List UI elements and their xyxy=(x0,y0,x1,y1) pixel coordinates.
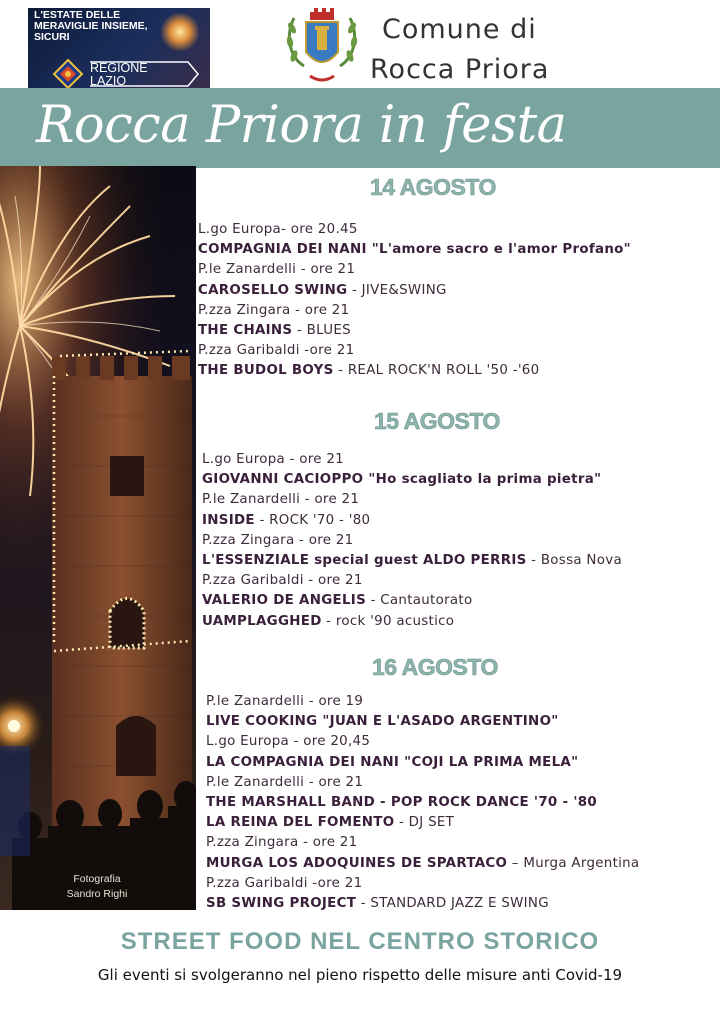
performer-genre: - DJ SET xyxy=(394,815,455,831)
event-performer xyxy=(206,854,639,874)
event-performer xyxy=(206,753,578,773)
performer-name: L'ESSENZIALE special guest ALDO PERRIS xyxy=(202,553,527,568)
comune-title xyxy=(370,10,549,90)
event-venue-time xyxy=(206,773,363,793)
event-performer xyxy=(206,894,549,914)
performer-name: LA COMPAGNIA DEI NANI "COJI LA PRIMA MELA" xyxy=(206,754,579,770)
event-performer xyxy=(198,240,631,260)
venue-time-text: P.le Zanardelli - ore 21 xyxy=(202,492,360,508)
date-heading: 14 AGOSTO xyxy=(370,174,496,200)
performer-name: LA REINA DEL FOMENTO xyxy=(206,815,395,831)
performer-name: THE BUDOL BOYS xyxy=(198,363,334,379)
venue-time-text: P.zza Garibaldi -ore 21 xyxy=(198,343,355,359)
performer-genre: - BLUES xyxy=(292,323,351,338)
estate-meraviglie-badge xyxy=(28,8,210,92)
performer-name: THE CHAINS xyxy=(198,323,293,338)
event-venue-time xyxy=(198,260,355,280)
venue-time-text: P.zza Garibaldi -ore 21 xyxy=(206,875,363,891)
performer-genre: - ROCK '70 - '80 xyxy=(254,512,371,528)
title-banner xyxy=(0,88,720,168)
venue-time-text: P.zza Zingara - ore 21 xyxy=(198,302,350,318)
event-venue-time xyxy=(202,450,344,470)
comune-crest-icon xyxy=(284,4,360,90)
performer-genre: - STANDARD JAZZ E SWING xyxy=(356,896,549,911)
event-performer xyxy=(202,470,601,490)
photo-credit xyxy=(52,872,142,902)
event-venue-time xyxy=(198,220,358,240)
page-title: Rocca Priora in festa xyxy=(36,96,567,155)
event-program xyxy=(196,168,720,912)
performer-name: VALERIO DE ANGELIS xyxy=(202,593,367,609)
event-venue-time xyxy=(206,692,363,712)
performer-genre: – Murga Argentina xyxy=(507,855,640,871)
venue-time-text: P.zza Garibaldi - ore 21 xyxy=(202,573,363,589)
comune-line-1: Comune di xyxy=(382,14,537,45)
region-line-2: LAZIO xyxy=(90,74,127,88)
venue-time-text: P.le Zanardelli - ore 21 xyxy=(198,262,356,278)
event-venue-time xyxy=(202,490,359,510)
performer-genre: - REAL ROCK'N ROLL '50 -'60 xyxy=(333,363,540,379)
venue-time-text: L.go Europa - ore 20,45 xyxy=(206,734,371,750)
event-performer xyxy=(206,712,559,732)
venue-time-text: P.le Zanardelli - ore 21 xyxy=(206,774,364,790)
venue-time-text: P.le Zanardelli - ore 19 xyxy=(206,694,364,709)
event-venue-time xyxy=(206,833,357,853)
event-performer xyxy=(198,281,447,301)
performer-name: INSIDE xyxy=(202,512,255,528)
event-performer xyxy=(202,511,370,531)
performer-name: CAROSELLO SWING xyxy=(198,282,348,298)
photo-credit-line-1: Fotografia xyxy=(73,873,121,885)
performer-name: COMPAGNIA DEI NANI "L'amore sacro e l'amor Profano" xyxy=(198,242,631,258)
performer-genre: - Bossa Nova xyxy=(526,553,622,568)
event-performer xyxy=(198,321,351,341)
event-venue-time xyxy=(198,301,349,321)
event-performer xyxy=(206,813,454,833)
performer-name: LIVE COOKING "JUAN E L'ASADO ARGENTINO" xyxy=(206,714,559,730)
regione-lazio-logo-icon xyxy=(52,58,84,90)
region-line-1: REGIONE xyxy=(90,61,148,75)
date-heading: 16 AGOSTO xyxy=(372,654,498,680)
covid-notice: Gli eventi si svolgeranno nel pieno rispetto delle misure anti Covid-19 xyxy=(97,966,623,984)
performer-genre: - Cantautorato xyxy=(366,593,473,609)
venue-time-text: L.go Europa - ore 21 xyxy=(202,452,345,467)
tower-fireworks-illustration xyxy=(0,166,196,910)
comune-line-2: Rocca Priora xyxy=(370,54,550,85)
badge-text: L'ESTATE DELLE MERAVIGLIE INSIEME, SICURI xyxy=(34,9,148,43)
performer-name: UAMPLAGGHED xyxy=(202,613,322,629)
event-venue-time xyxy=(206,732,370,752)
event-venue-time xyxy=(206,874,362,894)
tower-fireworks-photo xyxy=(0,166,196,910)
performer-name: THE MARSHALL BAND - POP ROCK DANCE '70 - '80 xyxy=(206,795,597,810)
event-performer xyxy=(198,361,539,381)
venue-time-text: P.zza Zingara - ore 21 xyxy=(206,835,358,851)
performer-name: SB SWING PROJECT xyxy=(206,896,357,911)
performer-name: MURGA LOS ADOQUINES DE SPARTACO xyxy=(206,855,508,871)
venue-time-text: P.zza Zingara - ore 21 xyxy=(202,532,354,548)
performer-name: GIOVANNI CACIOPPO "Ho scagliato la prima pietra" xyxy=(202,472,602,488)
date-heading: 15 AGOSTO xyxy=(374,408,500,434)
region-label xyxy=(90,62,148,88)
event-performer xyxy=(202,591,472,611)
venue-time-text: L.go Europa- ore 20.45 xyxy=(198,222,358,237)
event-performer xyxy=(206,793,597,813)
performer-genre: - JIVE&SWING xyxy=(347,282,447,298)
event-venue-time xyxy=(198,341,354,361)
street-food-heading: STREET FOOD NEL CENTRO STORICO xyxy=(120,928,600,955)
event-performer xyxy=(202,612,454,632)
event-venue-time xyxy=(202,571,363,591)
photo-credit-line-2: Sandro Righi xyxy=(66,888,128,900)
event-venue-time xyxy=(202,531,353,551)
performer-genre: - rock '90 acustico xyxy=(321,613,455,629)
event-performer xyxy=(202,551,622,571)
